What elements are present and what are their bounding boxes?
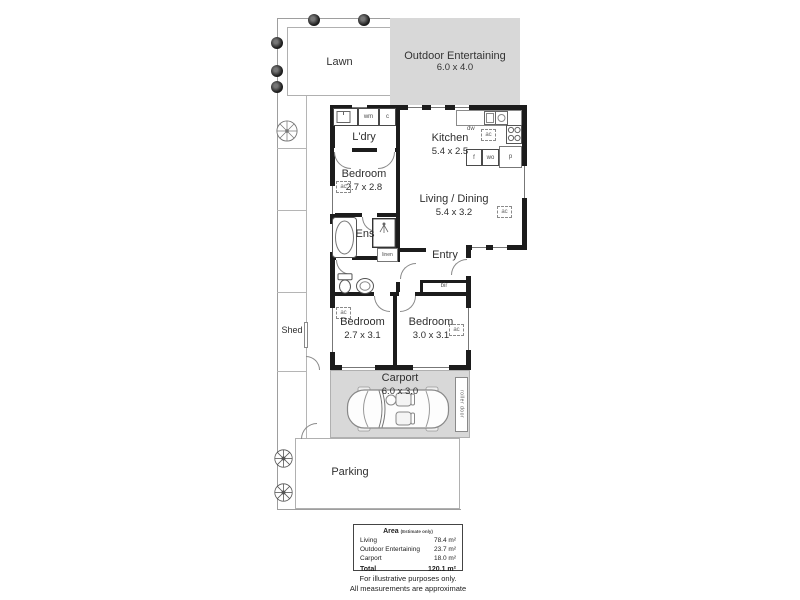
wall-bed2-bed3 — [393, 292, 397, 369]
lawn-label: Lawn — [326, 55, 353, 68]
room-label-bedroom3 — [400, 316, 462, 342]
door-arc — [378, 152, 395, 169]
row-label: Outdoor Entertaining — [360, 545, 420, 553]
bush-icon — [358, 14, 370, 26]
living-dims: 5.4 x 3.2 — [435, 207, 473, 219]
bedroom2-name: Bedroom — [340, 316, 385, 328]
room-label-bedroom2 — [332, 316, 393, 342]
gate-arc — [306, 356, 320, 370]
bush-icon — [271, 81, 283, 93]
wall-bir-left — [420, 280, 423, 294]
area-table-title: Area — [383, 528, 399, 535]
row-value: 78.4 m² — [433, 537, 456, 544]
room-label-bedroom1 — [332, 168, 396, 194]
ac-label: ac — [501, 209, 508, 215]
living-name: Living / Dining — [419, 193, 489, 205]
carport-dims: 6.0 x 3.0 — [381, 386, 419, 398]
linen-label: linen — [382, 252, 393, 258]
bedroom3-name: Bedroom — [408, 316, 454, 328]
ac-label: ac — [453, 327, 460, 333]
room-label-kitchen — [415, 132, 485, 158]
linen-cupboard — [377, 248, 398, 262]
table-row — [360, 546, 456, 555]
outdoor-entertaining-label: Outdoor Entertaining — [404, 50, 506, 62]
side-path-line — [306, 95, 307, 438]
fridge-label: f — [473, 154, 475, 161]
laundry-trough-icon — [333, 108, 358, 126]
shed-label: Shed — [281, 325, 303, 335]
dishwasher-label: dw — [467, 126, 475, 132]
kitchen-dims: 5.4 x 2.5 — [431, 146, 469, 158]
window — [493, 245, 507, 250]
tree-icon — [274, 483, 293, 502]
path-divider-3 — [277, 292, 307, 293]
window — [431, 105, 445, 110]
path-divider-1 — [277, 148, 307, 149]
room-label-living — [408, 193, 500, 219]
disclaimer-line1: For illustrative purposes only. — [359, 574, 457, 583]
sink-icon — [484, 111, 508, 125]
built-in-robe-label: bir — [440, 283, 448, 289]
row-value: 18.0 m² — [433, 554, 456, 562]
stove-icon — [506, 125, 522, 144]
pantry — [499, 146, 522, 168]
toilet-icon — [337, 273, 353, 294]
outdoor-entertaining-dims: 6.0 x 4.0 — [436, 62, 474, 73]
bedroom3-dims: 3.0 x 3.1 — [412, 330, 450, 342]
path-divider-4 — [277, 371, 307, 372]
bush-icon — [308, 14, 320, 26]
door-arc — [400, 296, 416, 312]
ac-label: ac — [340, 310, 347, 316]
tree-icon — [276, 120, 298, 142]
window — [466, 308, 471, 350]
bedroom1-name: Bedroom — [341, 168, 387, 180]
washing-machine — [358, 108, 379, 126]
kitchen-name: Kitchen — [431, 132, 469, 144]
table-row — [360, 555, 456, 564]
door-opening — [396, 262, 400, 282]
gate-arc — [301, 423, 317, 439]
door-arc — [400, 263, 416, 279]
row-value: 23.7 m² — [433, 545, 456, 553]
bedroom1-dims: 2.7 x 2.8 — [345, 182, 383, 194]
wall-oven-label: wo — [486, 154, 495, 161]
cupboard — [379, 108, 396, 126]
area-table — [353, 524, 463, 574]
window — [522, 166, 527, 198]
carport-name: Carport — [381, 372, 419, 384]
roller-door-label: roller door — [458, 390, 465, 419]
disclaimer-text — [300, 574, 516, 594]
carport-label — [330, 372, 470, 398]
door-arc — [334, 152, 351, 169]
window — [408, 105, 422, 110]
path-divider-2 — [277, 210, 307, 211]
row-label: Carport — [360, 554, 382, 562]
wall-ldry-kitchen — [396, 105, 400, 152]
washing-machine-label: wm — [363, 114, 374, 120]
window — [342, 365, 375, 370]
boundary-bottom — [277, 509, 461, 510]
window — [472, 245, 486, 250]
ac-label: ac — [340, 184, 347, 190]
pantry-label: p — [508, 154, 513, 160]
total-label: Total — [360, 566, 377, 574]
area-table-subtitle: (Estimate only) — [400, 529, 433, 534]
ac-label: ac — [485, 132, 492, 138]
row-label: Living — [360, 537, 377, 544]
bush-icon — [271, 65, 283, 77]
room-label-entry: Entry — [432, 249, 458, 261]
disclaimer-line2: All measurements are approximate — [349, 584, 467, 594]
window — [413, 365, 449, 370]
wall-hall-living — [396, 248, 426, 252]
total-value: 120.1 m² — [427, 566, 456, 574]
basin-icon — [356, 278, 374, 294]
bedroom2-dims: 2.7 x 3.1 — [344, 330, 381, 342]
bush-icon — [271, 37, 283, 49]
outdoor-entertaining-area — [390, 18, 520, 105]
parking-label: Parking — [331, 466, 369, 478]
tree-icon — [274, 449, 293, 468]
room-label-ldry: L'dry — [352, 131, 376, 143]
table-row — [360, 537, 456, 546]
room-label-ens: Ens — [355, 228, 375, 240]
door-arc — [374, 296, 390, 312]
cupboard-label: c — [386, 114, 389, 120]
area-table-header — [360, 528, 456, 535]
lawn-area — [287, 27, 392, 96]
